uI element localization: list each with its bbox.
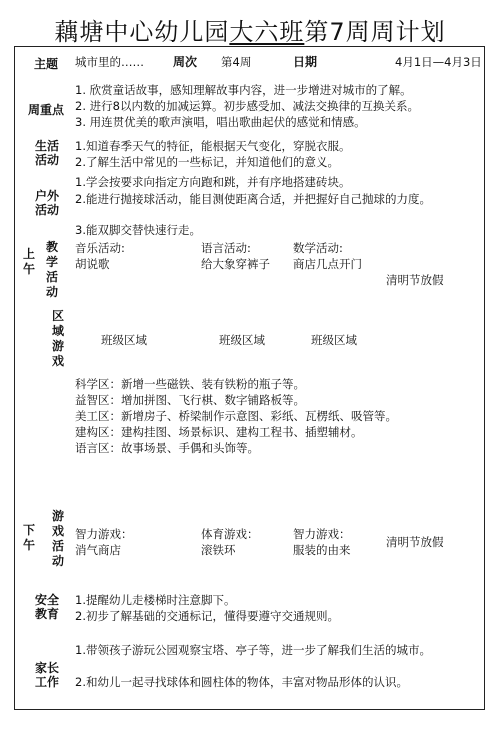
morning-activity-name: 商店几点开门	[293, 257, 362, 271]
area-item: 班级区域	[311, 333, 357, 347]
morning-activity-type: 数学活动:	[293, 241, 343, 255]
parents-item: 1.带领孩子游玩公园观察宝塔、亭子等，进一步了解我们生活的城市。	[75, 643, 431, 657]
area-detail: 科学区：新增一些磁铁、装有铁粉的瓶子等。	[75, 377, 305, 391]
area-detail: 益智区：增加拼图、飞行棋、数字铺路板等。	[75, 393, 305, 407]
theme-label: 主题	[33, 57, 58, 71]
goal-item: 1. 欣赏童话故事，感知理解故事内容，进一步增进对城市的了解。	[75, 83, 412, 97]
goal-item: 2. 进行8以内数的加减运算。初步感受加、减法交换律的互换关系。	[75, 99, 419, 113]
safety-item: 1.提醒幼儿走楼梯时注意脚下。	[75, 593, 236, 607]
week-value: 第4周	[221, 55, 252, 69]
area-detail: 语言区：故事场景、手偶和头饰等。	[75, 441, 259, 455]
outdoor-item: 2.能进行抛接球活动，能目测使距离合适，并把握好自己抛球的力度。	[75, 192, 431, 206]
afternoon-activity-name: 消气商店	[75, 543, 121, 557]
teaching-label: 教 学 活 动	[45, 240, 58, 299]
title-class: 大六班	[229, 18, 305, 46]
theme-value: 城市里的……	[75, 55, 144, 69]
goal-item: 3. 用连贯优美的歌声演唱，唱出歌曲起伏的感觉和情感。	[75, 115, 366, 129]
date-value: 4月1日—4月3日	[395, 55, 482, 69]
plan-table	[14, 46, 485, 710]
afternoon-label: 下 午	[22, 523, 35, 552]
afternoon-holiday: 清明节放假	[386, 535, 444, 549]
page-title	[0, 12, 500, 47]
afternoon-activity-name: 滚铁环	[201, 543, 236, 557]
area-game-label: 区 域 游 戏	[51, 309, 64, 368]
afternoon-activity-type: 智力游戏：	[293, 527, 351, 541]
outdoor-item: 3.能双脚交替快速行走。	[75, 223, 201, 237]
title-school: 藕塘中心幼儿园	[54, 18, 230, 46]
title-suffix: 周计划	[370, 18, 446, 46]
life-label: 生活 活动	[34, 139, 59, 167]
afternoon-activity-type: 智力游戏：	[75, 527, 133, 541]
week-label: 周次	[172, 55, 197, 69]
afternoon-activity-type: 体育游戏：	[201, 527, 259, 541]
date-label: 日期	[292, 55, 317, 69]
area-detail: 建构区：建构挂图、场景标识、建构工程书、插塑辅材。	[75, 425, 363, 439]
morning-activity-type: 音乐活动:	[75, 241, 125, 255]
morning-activity-name: 胡说歌	[75, 257, 110, 271]
goals-label: 周重点	[27, 103, 64, 117]
area-detail: 美工区：新增房子、桥梁制作示意图、彩纸、瓦楞纸、吸管等。	[75, 409, 397, 423]
afternoon-activity-name: 服装的由来	[293, 543, 351, 557]
area-item: 班级区域	[101, 333, 147, 347]
morning-holiday: 清明节放假	[386, 273, 444, 287]
safety-label: 安全 教育	[34, 593, 59, 621]
safety-item: 2.初步了解基础的交通标记，懂得要遵守交通规则。	[75, 609, 339, 623]
life-item: 1.知道春季天气的特征，能根据天气变化，穿脱衣服。	[75, 139, 351, 153]
title-week: 第7周	[304, 18, 371, 46]
parents-label: 家长 工作	[34, 661, 59, 689]
morning-activity-name: 给大象穿裤子	[201, 257, 270, 271]
morning-activity-type: 语言活动:	[201, 241, 251, 255]
parents-item: 2.和幼儿一起寻找球体和圆柱体的物体，丰富对物品形体的认识。	[75, 675, 408, 689]
morning-label: 上 午	[22, 247, 35, 276]
life-item: 2.了解生活中常见的一些标记，并知道他们的意义。	[75, 155, 339, 169]
outdoor-label: 户外 活动	[34, 189, 59, 217]
area-item: 班级区域	[219, 333, 265, 347]
game-label: 游 戏 活 动	[51, 509, 64, 568]
outdoor-item: 1.学会按要求向指定方向跑和跳，并有序地搭建砖块。	[75, 175, 351, 189]
